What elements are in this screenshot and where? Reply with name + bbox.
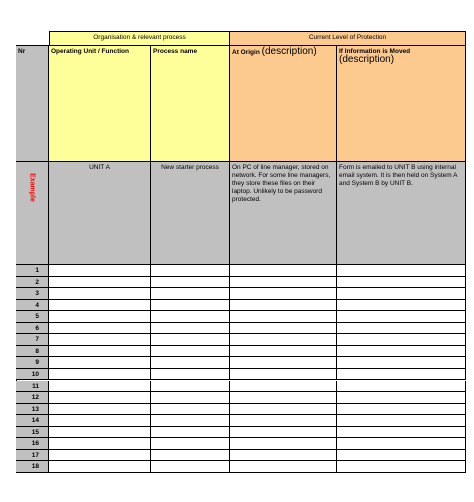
moved-desc-label: (description) [339,54,395,65]
row-unit-cell[interactable] [49,323,151,335]
row-process-cell[interactable] [151,346,230,358]
row-process-cell[interactable] [151,404,230,416]
row-origin-cell[interactable] [230,265,337,277]
row-process-cell[interactable] [151,311,230,323]
row-process-cell[interactable] [151,323,230,335]
spreadsheet [16,31,466,473]
row-moved-cell[interactable] [337,357,466,369]
row-process-cell[interactable] [151,415,230,427]
row-number: 12 [16,392,49,404]
row-process-cell[interactable] [151,392,230,404]
row-number: 3 [16,288,49,300]
row-moved-cell[interactable] [337,346,466,358]
example-unit: UNIT A [49,162,151,265]
row-process-cell[interactable] [151,300,230,312]
row-origin-cell[interactable] [230,450,337,462]
col-header-unit: Operating Unit / Function [49,46,151,162]
row-number: 8 [16,346,49,358]
row-origin-cell[interactable] [230,346,337,358]
row-unit-cell[interactable] [49,311,151,323]
row-origin-cell[interactable] [230,288,337,300]
row-number: 5 [16,311,49,323]
row-unit-cell[interactable] [49,438,151,450]
moved-bold-label: If Information is Moved [339,48,411,55]
row-process-cell[interactable] [151,450,230,462]
row-unit-cell[interactable] [49,288,151,300]
row-process-cell[interactable] [151,277,230,289]
row-origin-cell[interactable] [230,404,337,416]
row-origin-cell[interactable] [230,334,337,346]
example-process: New starter process [151,162,230,265]
row-moved-cell[interactable] [337,265,466,277]
row-unit-cell[interactable] [49,381,151,393]
row-process-cell[interactable] [151,427,230,439]
row-number: 15 [16,427,49,439]
row-origin-cell[interactable] [230,461,337,473]
row-process-cell[interactable] [151,357,230,369]
row-moved-cell[interactable] [337,277,466,289]
row-origin-cell[interactable] [230,415,337,427]
row-process-cell[interactable] [151,334,230,346]
row-moved-cell[interactable] [337,427,466,439]
row-origin-cell[interactable] [230,300,337,312]
row-number: 13 [16,404,49,416]
row-moved-cell[interactable] [337,334,466,346]
row-process-cell[interactable] [151,265,230,277]
example-label-cell [16,162,49,265]
row-origin-cell[interactable] [230,311,337,323]
row-unit-cell[interactable] [49,346,151,358]
row-origin-cell[interactable] [230,392,337,404]
row-number: 7 [16,334,49,346]
row-moved-cell[interactable] [337,461,466,473]
row-process-cell[interactable] [151,461,230,473]
col-header-nr: Nr [16,45,49,162]
row-process-cell[interactable] [151,381,230,393]
row-number: 4 [16,300,49,312]
row-number: 14 [16,415,49,427]
row-number: 9 [16,357,49,369]
row-number: 11 [16,381,49,393]
row-origin-cell[interactable] [230,427,337,439]
example-moved: Form is emailed to UNIT B using internal email system. It is then held on System A and System B by UNIT B. [337,162,466,265]
row-origin-cell[interactable] [230,381,337,393]
col-header-origin [230,46,337,162]
group-header-organisation: Organisation & relevant process [49,32,230,46]
row-moved-cell[interactable] [337,323,466,335]
row-unit-cell[interactable] [49,415,151,427]
row-unit-cell[interactable] [49,265,151,277]
row-moved-cell[interactable] [337,381,466,393]
row-unit-cell[interactable] [49,334,151,346]
row-process-cell[interactable] [151,288,230,300]
row-process-cell[interactable] [151,438,230,450]
row-unit-cell[interactable] [49,357,151,369]
row-number: 10 [16,369,49,381]
row-moved-cell[interactable] [337,438,466,450]
row-unit-cell[interactable] [49,450,151,462]
row-origin-cell[interactable] [230,323,337,335]
row-number: 2 [16,277,49,289]
row-unit-cell[interactable] [49,300,151,312]
row-moved-cell[interactable] [337,415,466,427]
col-header-process: Process name [151,46,230,162]
row-process-cell[interactable] [151,369,230,381]
row-origin-cell[interactable] [230,369,337,381]
example-origin: On PC of line manager, stored on network. For some line managers, they store these files on their laptop. Unlikely to be password protected. [230,162,337,265]
row-number: 6 [16,323,49,335]
row-number: 18 [16,461,49,473]
row-moved-cell[interactable] [337,369,466,381]
row-origin-cell[interactable] [230,357,337,369]
row-unit-cell[interactable] [49,392,151,404]
row-unit-cell[interactable] [49,461,151,473]
row-moved-cell[interactable] [337,288,466,300]
origin-desc-label: (description) [261,46,317,57]
row-unit-cell[interactable] [49,427,151,439]
row-number: 17 [16,450,49,462]
row-number: 1 [16,265,49,277]
row-unit-cell[interactable] [49,404,151,416]
col-header-moved [337,46,466,162]
row-origin-cell[interactable] [230,277,337,289]
example-label: Example [28,173,36,202]
row-origin-cell[interactable] [230,438,337,450]
group-header-protection: Current Level of Protection [230,32,466,46]
row-unit-cell[interactable] [49,277,151,289]
row-number: 16 [16,438,49,450]
row-moved-cell[interactable] [337,392,466,404]
row-unit-cell[interactable] [49,369,151,381]
origin-bold-label: At Origin [232,49,260,56]
row-moved-cell[interactable] [337,404,466,416]
row-moved-cell[interactable] [337,450,466,462]
row-moved-cell[interactable] [337,300,466,312]
row-moved-cell[interactable] [337,311,466,323]
